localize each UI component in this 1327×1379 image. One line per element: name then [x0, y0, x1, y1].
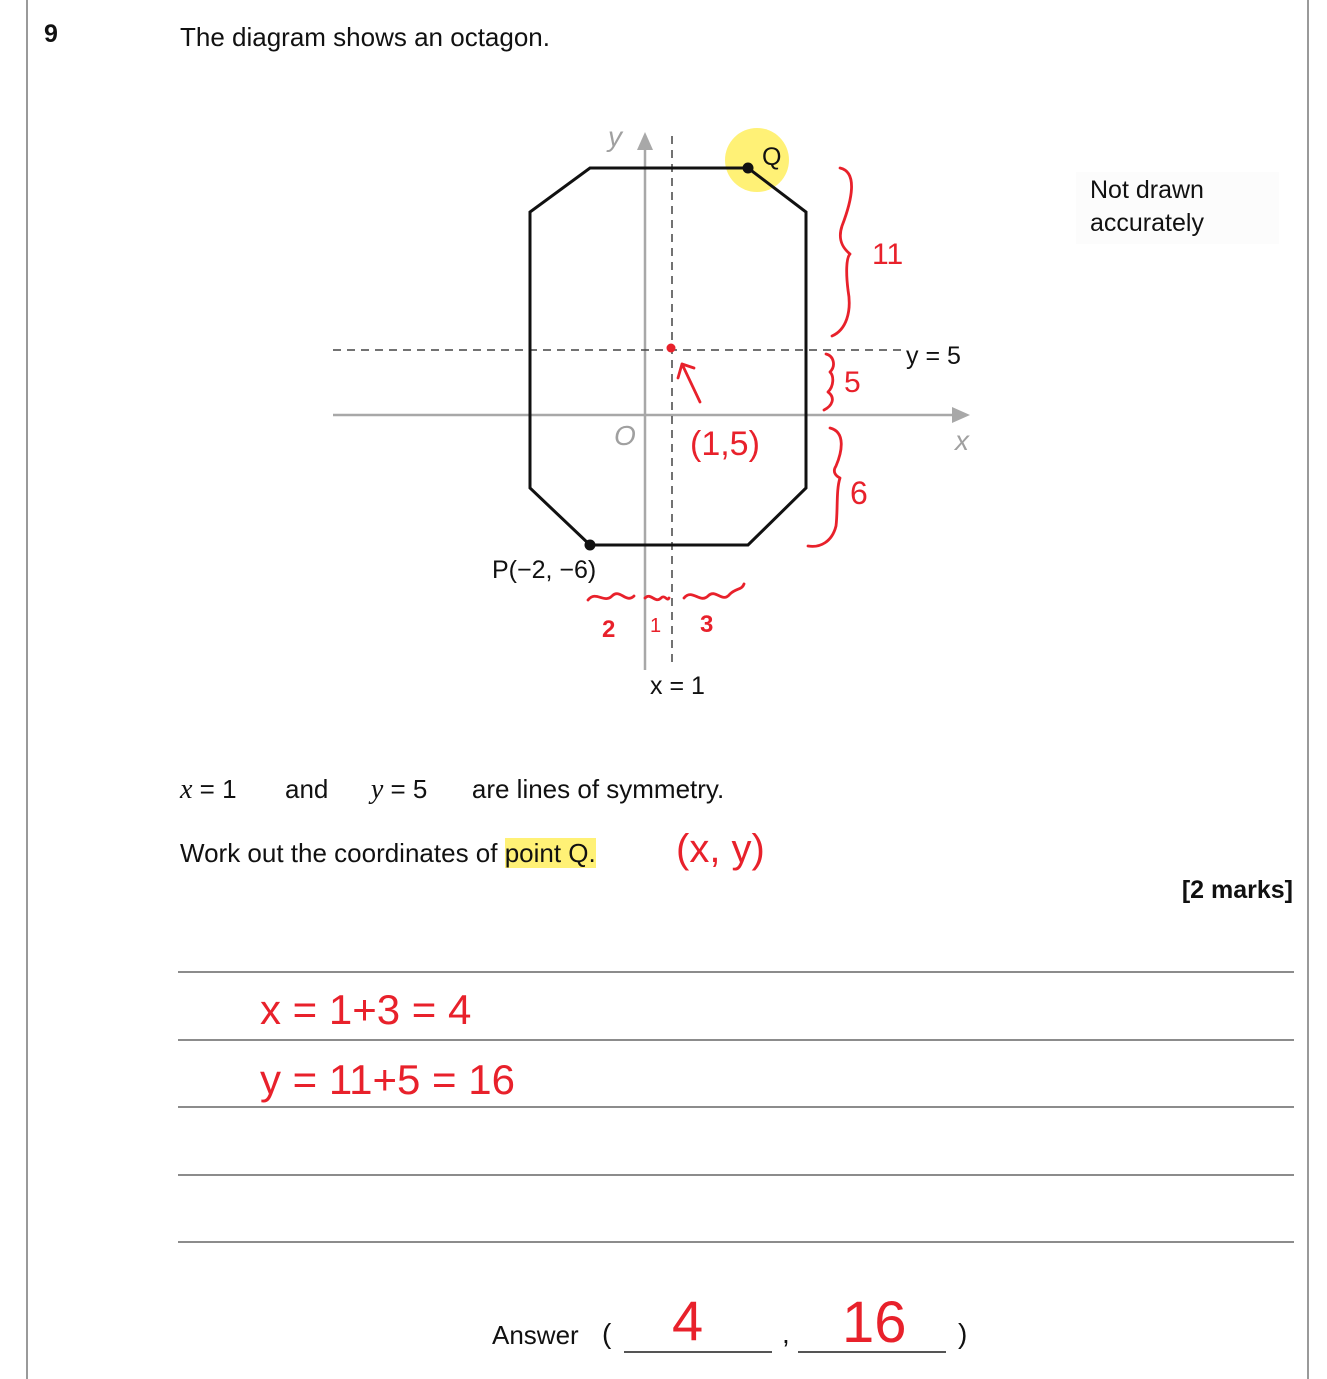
- symmetry-statement: [180, 774, 724, 806]
- work-instruction: [180, 838, 596, 869]
- center-dot: [667, 344, 676, 353]
- handwritten-working: [250, 976, 670, 1136]
- line-x-label: x = 1: [650, 672, 705, 700]
- answer-open-paren: (: [602, 1318, 612, 1349]
- working-line-2: y = 11+5 = 16: [260, 1056, 515, 1103]
- dist-3-squiggle-icon: [684, 584, 744, 598]
- line-y-label: y = 5: [906, 342, 961, 370]
- center-arrow-icon: [678, 364, 700, 402]
- point-q-label: Q: [762, 143, 782, 171]
- dist-1-squiggle-icon: [645, 596, 669, 599]
- point-q-dot: [743, 163, 754, 174]
- working-line-1: x = 1+3 = 4: [260, 986, 472, 1033]
- origin-label: O: [614, 420, 636, 451]
- handwritten-text: [602, 238, 903, 643]
- dist-2-value: 2: [602, 616, 616, 643]
- answer-rule-1: [178, 971, 1294, 973]
- answer-x-value: 4: [672, 1289, 704, 1352]
- octagon: [530, 168, 806, 545]
- sym-and: and: [285, 774, 329, 804]
- brace-top-value: 11: [872, 238, 904, 271]
- brace-top-icon: [832, 168, 852, 336]
- center-coordinate-label: (1,5): [690, 425, 760, 463]
- dist-3-value: 3: [700, 611, 714, 638]
- point-q-highlight: point Q.: [504, 838, 596, 868]
- answer-comma: ,: [782, 1318, 790, 1349]
- dist-2-squiggle-icon: [588, 594, 634, 600]
- sym-rest: are lines of symmetry.: [471, 774, 725, 804]
- answer-label: Answer: [492, 1320, 579, 1350]
- question-number: 9: [44, 20, 58, 48]
- answer-rule-4: [178, 1174, 1294, 1176]
- sym-x-var: x: [180, 774, 193, 805]
- brace-bottom-value: 6: [850, 475, 868, 511]
- sym-y-value: = 5: [383, 774, 428, 804]
- axis-x-label: x: [955, 425, 969, 456]
- marks-label: [2 marks]: [1181, 876, 1293, 904]
- sym-y-var: y: [370, 774, 384, 805]
- y-axis-arrow-icon: [637, 132, 653, 150]
- xy-label: (x, y): [676, 827, 765, 871]
- answer-handwriting: [620, 1270, 960, 1360]
- question-intro: The diagram shows an octagon.: [180, 22, 550, 52]
- x-axis-arrow-icon: [952, 407, 970, 423]
- xy-annotation: [670, 810, 830, 880]
- answer-y-value: 16: [842, 1290, 907, 1355]
- point-p-dot: [585, 540, 596, 551]
- dist-1-value: 1: [650, 615, 662, 637]
- axis-y-label: y: [608, 121, 622, 152]
- point-p-label: P(−2, −6): [492, 556, 597, 584]
- brace-mid-value: 5: [844, 366, 861, 399]
- work-prefix: Work out the coordinates of: [180, 838, 505, 868]
- answer-close-paren: ): [958, 1318, 968, 1349]
- handwritten-annotations: [588, 168, 852, 600]
- brace-mid-icon: [824, 354, 833, 410]
- not-drawn-note: Not drawn accurately: [1076, 172, 1279, 244]
- brace-bottom-icon: [808, 428, 841, 546]
- answer-rule-5: [178, 1241, 1294, 1243]
- sym-x-value: = 1: [192, 774, 237, 804]
